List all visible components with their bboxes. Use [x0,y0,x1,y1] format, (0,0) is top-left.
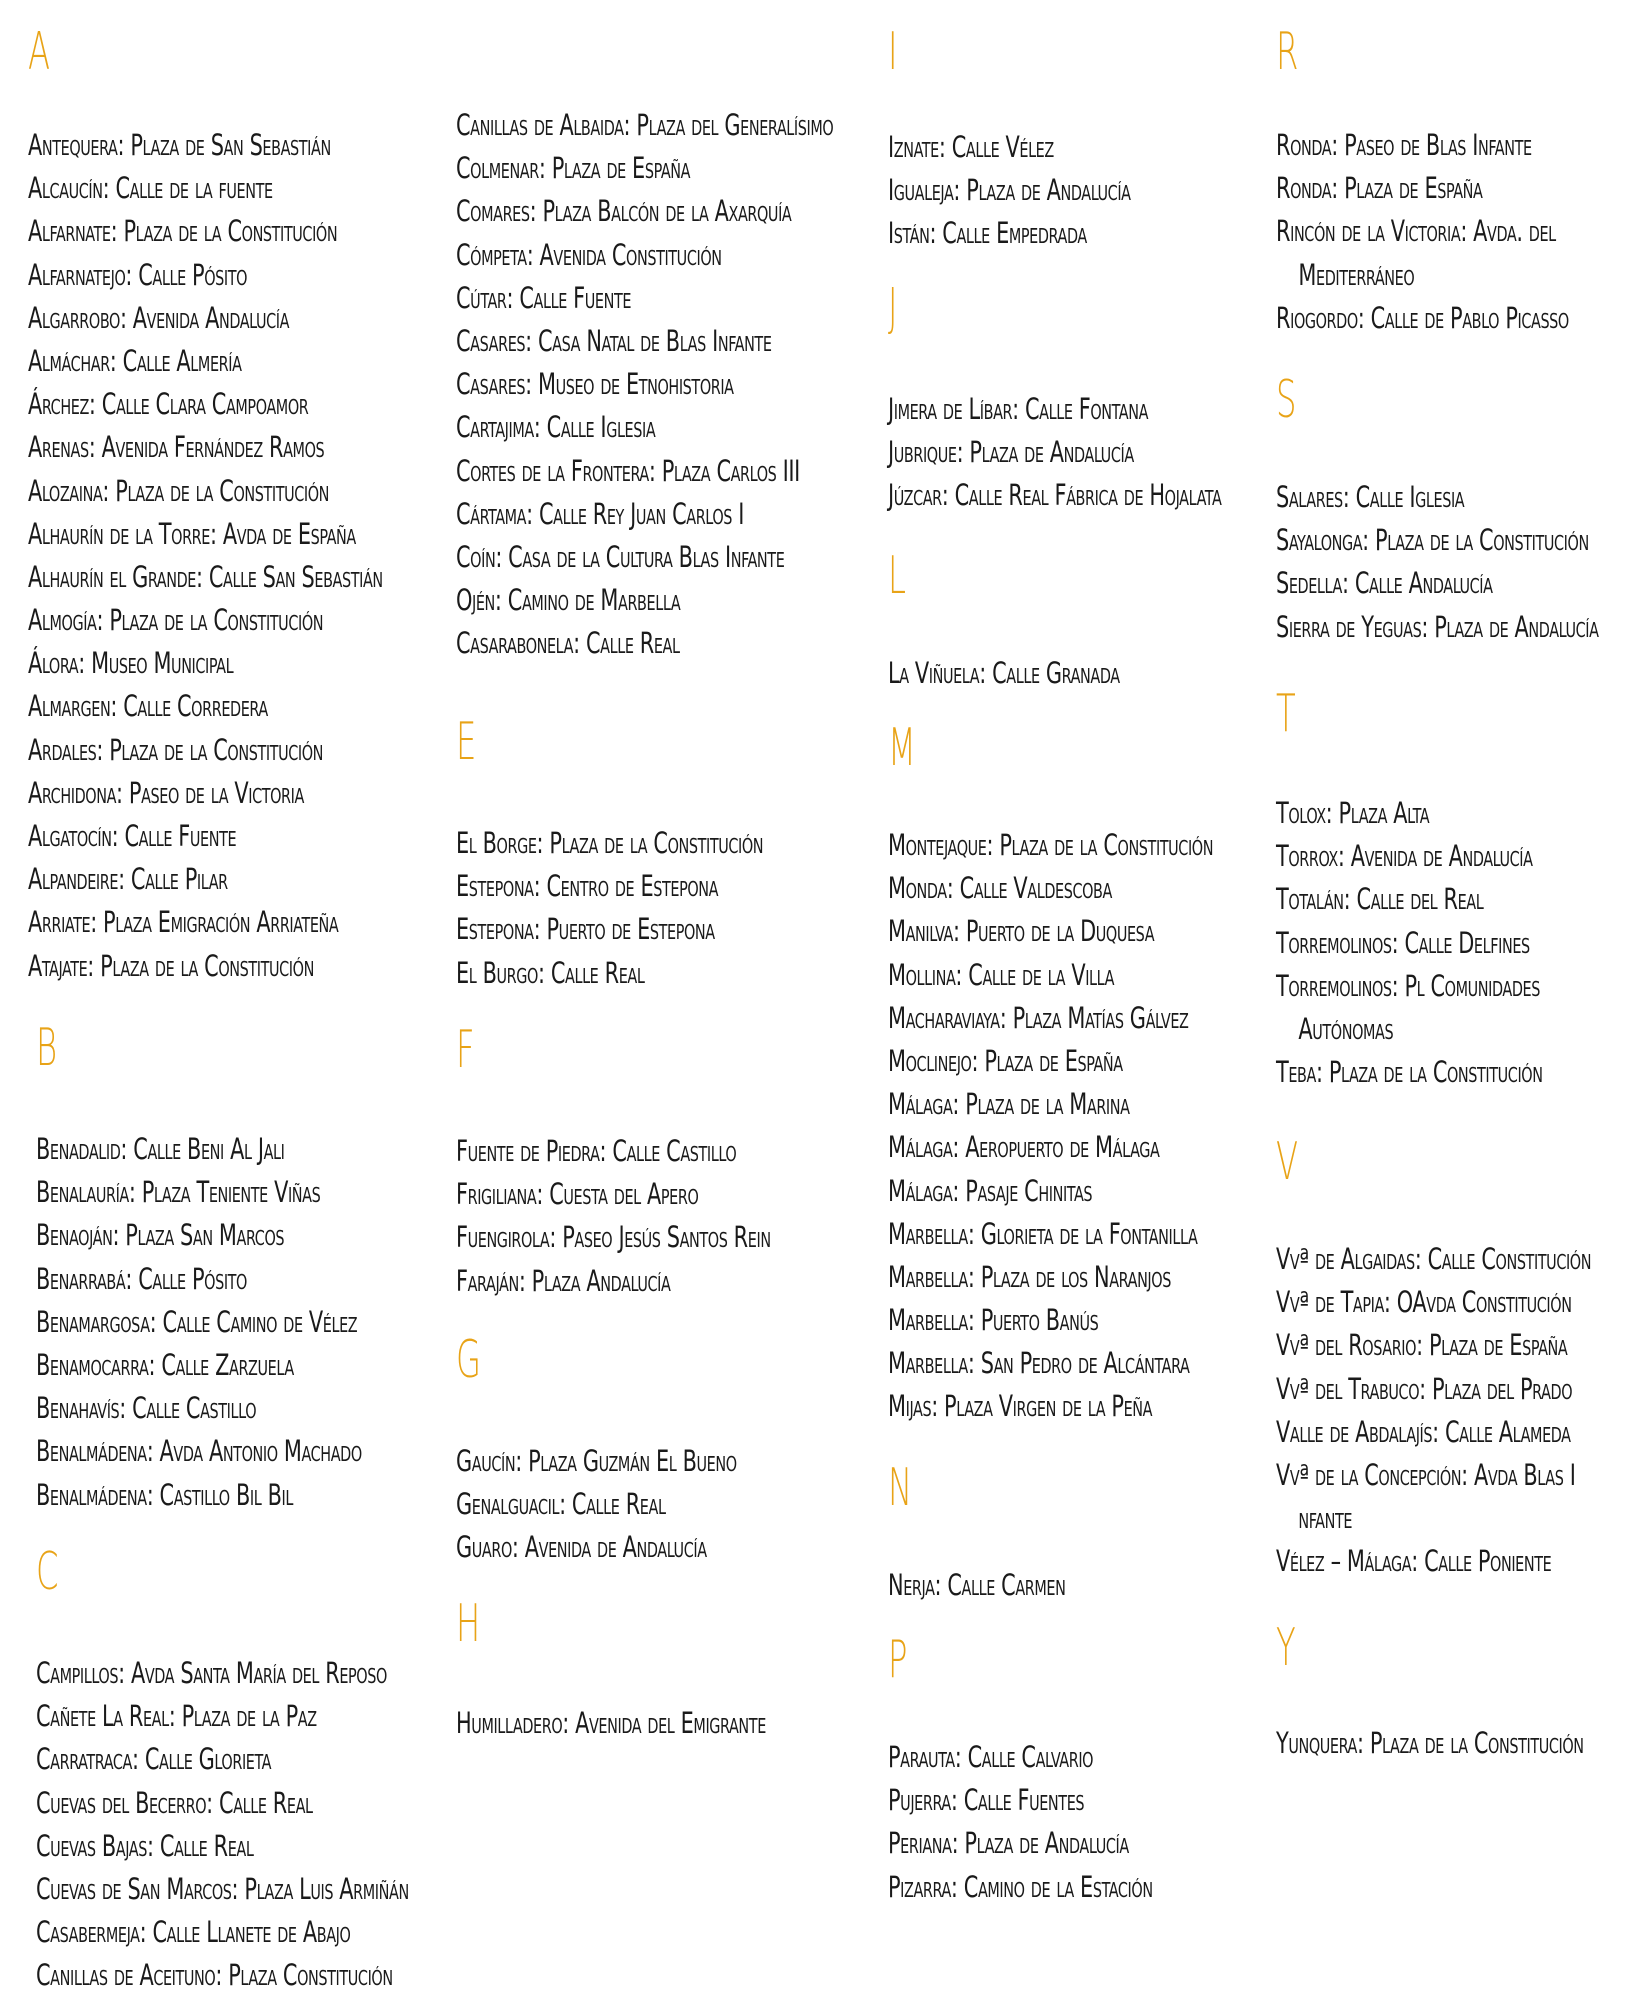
section-j [888,278,1305,518]
section-v [1276,1132,1628,1584]
section-letter: Y [1276,1618,1296,1678]
section-h [456,1594,843,1745]
section-c-continued [456,104,928,665]
entry-list [1276,476,1628,649]
entry-list [456,1130,849,1303]
entry-list [28,124,471,988]
list-item: Monda: Calle Valdescoba [888,871,1112,906]
list-item: Sayalonga: Plaza de la Constitución [1276,523,1589,558]
entry-list [888,388,1305,518]
list-item: Colmenar: Plaza de España [456,151,691,186]
list-item: Cartajima: Calle Iglesia [456,410,656,445]
list-item: Ardales: Plaza de la Constitución [28,732,323,767]
list-item: Canillas de Aceituno: Plaza Constitución [36,1958,393,1993]
list-item: Pujerra: Calle Fuentes [888,1783,1085,1818]
list-item: Canillas de Albaida: Plaza del Generalísimo [456,108,834,142]
list-item: Estepona: Puerto de Estepona [456,912,715,947]
section-g [456,1330,807,1570]
list-item: Casabermeja: Calle Llanete de Abajo [36,1915,351,1950]
section-m [888,718,1294,1429]
list-item: Guaro: Avenida de Andalucía [456,1530,707,1565]
list-item: Cómpeta: Avenida Constitución [456,237,722,272]
section-letter: P [888,1630,908,1690]
section-a [28,22,471,988]
list-item: Autónomas [1298,1011,1394,1046]
list-item: Benahavís: Calle Castillo [36,1391,257,1426]
list-item: Almargen: Calle Corredera [28,689,268,724]
section-letter: F [456,1020,475,1080]
list-item: Antequera: Plaza de San Sebastián [28,128,331,162]
list-item: Málaga: Pasaje Chinitas [888,1173,1093,1208]
list-item: Totalán: Calle del Real [1276,882,1484,917]
section-letter: H [456,1594,481,1654]
section-f [456,1020,849,1303]
section-letter: L [888,546,906,606]
section-b [36,1018,443,1517]
entry-list [888,824,1294,1429]
list-item: Arriate: Plaza Emigración Arriateña [28,905,339,940]
list-item: Macharaviaya: Plaza Matías Gálvez [888,1000,1189,1035]
list-item: Iznate: Calle Vélez [888,130,1054,164]
entry-list [1276,1722,1628,1765]
entry-list [456,822,840,995]
section-letter: J [888,278,898,338]
list-item: Jubrique: Plaza de Andalucía [888,435,1134,470]
list-item: Cañete La Real: Plaza de la Paz [36,1699,317,1734]
list-item: nfante [1298,1501,1353,1536]
list-item: Alozaina: Plaza de la Constitución [28,473,330,508]
list-item: Cuevas Bajas: Calle Real [36,1828,254,1863]
list-item: El Borge: Plaza de la Constitución [456,826,764,860]
list-item: Ojén: Camino de Marbella [456,583,681,618]
section-y [1276,1618,1628,1765]
list-item: Mijas: Plaza Virgen de la Peña [888,1389,1153,1424]
list-item: Moclinejo: Plaza de España [888,1043,1123,1078]
list-item: Benarrabá: Calle Pósito [36,1261,247,1296]
list-item: Istán: Calle Empedrada [888,216,1087,251]
section-n [888,1458,1110,1607]
entry-list [1276,124,1628,340]
section-i [888,22,1191,256]
list-item: Júzcar: Calle Real Fábrica de Hojalata [888,478,1222,513]
list-item: Alfarnate: Plaza de la Constitución [28,214,338,249]
list-item: Mediterráneo [1298,257,1415,292]
section-e [456,712,840,995]
list-item: Almogía: Plaza de la Constitución [28,603,324,638]
list-item: Marbella: Plaza de los Naranjos [888,1259,1171,1294]
list-item: Cuevas del Becerro: Calle Real [36,1785,313,1820]
section-letter: M [888,718,916,778]
list-item: Benalauría: Plaza Teniente Viñas [36,1175,321,1210]
list-item: Álora: Museo Municipal [28,646,234,681]
list-item: Marbella: Puerto Banús [888,1303,1099,1338]
list-item: Sierra de Yeguas: Plaza de Andalucía [1276,609,1599,644]
entry-list [36,1128,443,1517]
section-letter: V [1276,1132,1299,1192]
section-l [888,546,1178,695]
list-item: Valle de Abdalajís: Calle Alameda [1276,1414,1571,1449]
list-item: Algarrobo: Avenida Andalucía [28,300,290,335]
section-letter: E [456,712,477,772]
list-item: Árchez: Calle Clara Campoamor [28,387,309,422]
list-item: Jimera de Líbar: Calle Fontana [888,392,1149,426]
section-letter: N [888,1458,913,1518]
list-item: Vvª de la Concepción: Avda Blas I [1276,1457,1576,1492]
list-item: Igualeja: Plaza de Andalucía [888,173,1131,208]
list-item: Cútar: Calle Fuente [456,280,632,315]
list-item: Manilva: Puerto de la Duquesa [888,914,1155,949]
list-item: Alfarnatejo: Calle Pósito [28,257,248,292]
list-item: Riogordo: Calle de Pablo Picasso [1276,300,1569,335]
list-item: Málaga: Aeropuerto de Málaga [888,1130,1160,1165]
list-item: Periana: Plaza de Andalucía [888,1826,1129,1861]
list-item: Vélez – Málaga: Calle Poniente [1276,1544,1552,1579]
entry-list [456,104,928,665]
list-item: Torremolinos: Calle Delfines [1276,925,1530,960]
entry-list [36,1652,502,1998]
list-item: Humilladero: Avenida del Emigrante [456,1706,766,1740]
list-item: Comares: Plaza Balcón de la Axarquía [456,194,792,229]
list-item: Rincón de la Victoria: Avda. del [1276,214,1556,249]
list-item: Marbella: Glorieta de la Fontanilla [888,1216,1198,1251]
list-item: Cortes de la Frontera: Plaza Carlos III [456,453,800,488]
list-item: Vvª del Trabuco: Plaza del Prado [1276,1371,1573,1406]
list-item: Vvª de Tapia: OAvda Constitución [1276,1285,1572,1320]
list-item: Casares: Casa Natal de Blas Infante [456,323,772,358]
list-item: Mollina: Calle de la Villa [888,957,1115,992]
section-letter: I [888,22,898,82]
list-item: Cuevas de San Marcos: Plaza Luis Armiñán [36,1871,409,1906]
list-item: Alhaurín de la Torre: Avda de España [28,516,356,551]
section-s [1276,370,1628,649]
list-item: Parauta: Calle Calvario [888,1740,1094,1774]
entry-list [888,126,1191,256]
list-item: Benamocarra: Calle Zarzuela [36,1347,294,1382]
list-item: Vvª del Rosario: Plaza de España [1276,1328,1568,1363]
list-item: Cártama: Calle Rey Juan Carlos I [456,496,745,531]
section-letter: B [36,1018,58,1078]
list-item: Genalguacil: Calle Real [456,1487,666,1522]
list-item: Pizarra: Camino de la Estación [888,1869,1153,1904]
list-item: Benalmádena: Avda Antonio Machado [36,1434,362,1469]
list-item: Frigiliana: Cuesta del Apero [456,1177,699,1212]
entry-list [888,1736,1219,1909]
list-item: Atajate: Plaza de la Constitución [28,948,314,983]
list-item: Estepona: Centro de Estepona [456,869,719,904]
list-item: La Viñuela: Calle Granada [888,656,1120,690]
list-item: Benalmádena: Castillo Bil Bil [36,1477,293,1512]
section-t [1276,684,1609,1094]
list-item: Algatocín: Calle Fuente [28,819,237,853]
section-p [888,1630,1219,1909]
list-item: El Burgo: Calle Real [456,955,645,990]
list-item: Salares: Calle Iglesia [1276,480,1465,514]
list-item: Alhaurín el Grande: Calle San Sebastián [28,559,383,594]
list-item: Montejaque: Plaza de la Constitución [888,828,1214,862]
list-item: Vvª de Algaidas: Calle Constitución [1276,1242,1592,1276]
list-item: Casarabonela: Calle Real [456,626,680,661]
list-item: Almáchar: Calle Almería [28,343,242,378]
section-letter: R [1276,22,1299,82]
list-item: Fuente de Piedra: Calle Castillo [456,1134,737,1168]
section-r [1276,22,1628,340]
list-item: Benamargosa: Calle Camino de Vélez [36,1304,358,1339]
list-item: Nerja: Calle Carmen [888,1568,1066,1602]
list-item: Casares: Museo de Etnohistoria [456,367,734,402]
list-item: Faraján: Plaza Andalucía [456,1263,671,1298]
list-item: Archidona: Paseo de la Victoria [28,775,304,810]
list-item: Carratraca: Calle Glorieta [36,1742,272,1777]
list-item: Ronda: Plaza de España [1276,171,1483,206]
list-item: Alpandeire: Calle Pilar [28,862,228,897]
list-item: Marbella: San Pedro de Alcántara [888,1346,1190,1381]
entry-list [1276,792,1609,1094]
list-item: Coín: Casa de la Cultura Blas Infante [456,539,785,574]
list-item: Torrox: Avenida de Andalucía [1276,839,1533,874]
list-item: Gaucín: Plaza Guzmán El Bueno [456,1444,737,1478]
entry-list [888,1564,1110,1607]
list-item: Benaoján: Plaza San Marcos [36,1218,285,1253]
list-item: Sedella: Calle Andalucía [1276,566,1493,601]
list-item: Málaga: Plaza de la Marina [888,1087,1130,1122]
list-item: Yunquera: Plaza de la Constitución [1276,1726,1584,1760]
list-item: Fuengirola: Paseo Jesús Santos Rein [456,1220,771,1255]
list-item: Benadalid: Calle Beni Al Jali [36,1132,285,1166]
list-item: Alcaucín: Calle de la fuente [28,171,273,206]
list-item: Ronda: Paseo de Blas Infante [1276,128,1532,162]
section-letter: A [28,22,51,82]
list-item: Arenas: Avenida Fernández Ramos [28,430,325,465]
list-item: Campillos: Avda Santa María del Reposo [36,1656,387,1690]
section-letter: T [1276,684,1296,744]
list-item: Tolox: Plaza Alta [1276,796,1430,830]
section-letter: C [36,1542,59,1602]
section-letter: G [456,1330,481,1390]
entry-list [1276,1238,1628,1584]
section-c [36,1542,502,1998]
entry-list [456,1702,843,1745]
list-item: Torremolinos: Pl Comunidades [1276,968,1540,1003]
section-letter: S [1276,370,1297,430]
entry-list [456,1440,807,1570]
entry-list [888,652,1178,695]
list-item: Teba: Plaza de la Constitución [1276,1055,1543,1090]
